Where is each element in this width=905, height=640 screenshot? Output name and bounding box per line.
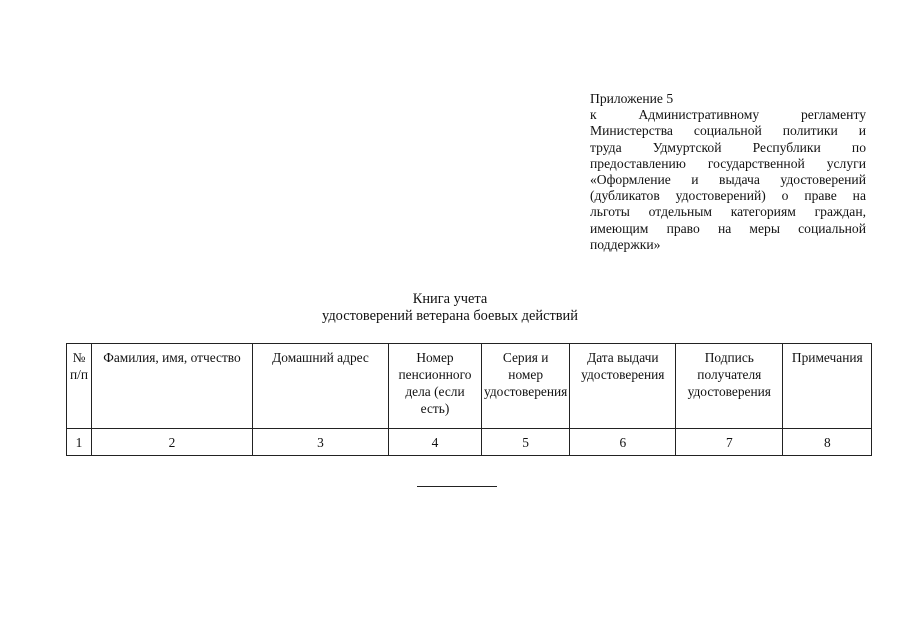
title-line-1: Книга учета (412, 291, 488, 307)
header-cell-pension-file: Номер пенсионного дела (если есть) (389, 344, 482, 429)
appendix-line: к Административному регламенту (590, 107, 866, 123)
header-cell-number: № п/п (67, 344, 92, 429)
header-cell-certificate-series: Серия и номер удостоверения (482, 344, 570, 429)
appendix-line: Приложение 5 (590, 91, 674, 106)
table-header-row (67, 344, 872, 429)
header-cell-address: Домашний адрес (253, 344, 389, 429)
appendix-line: имеющим право на меры социальной (590, 220, 866, 236)
column-number-cell: 4 (389, 429, 482, 456)
closing-rule (417, 486, 497, 487)
appendix-line: предоставлению государственной услуги (590, 155, 866, 171)
document-title (250, 291, 650, 325)
register-table (66, 343, 872, 456)
appendix-line: Министерства социальной политики и (590, 123, 866, 139)
appendix-line: труда Удмуртской Республики по (590, 139, 866, 155)
column-number-cell: 8 (783, 429, 872, 456)
appendix-block (590, 91, 866, 253)
header-cell-signature: Подпись получателя удостоверения (676, 344, 783, 429)
appendix-line: «Оформление и выдача удостоверений (590, 172, 866, 188)
column-number-cell: 5 (482, 429, 570, 456)
header-cell-notes: Примечания (783, 344, 872, 429)
column-number-cell: 7 (676, 429, 783, 456)
column-number-cell: 3 (253, 429, 389, 456)
header-cell-full-name: Фамилия, имя, отчество (92, 344, 253, 429)
column-number-cell: 6 (570, 429, 676, 456)
appendix-line: поддержки» (590, 236, 661, 252)
column-number-cell: 2 (92, 429, 253, 456)
column-number-cell: 1 (67, 429, 92, 456)
table-row (67, 429, 872, 456)
title-line-2: удостоверений ветерана боевых действий (322, 308, 578, 324)
appendix-line: льготы отдельным категориям граждан, (590, 204, 866, 220)
appendix-line: (дубликатов удостоверений) о праве на (590, 188, 866, 204)
header-cell-issue-date: Дата выдачи удостоверения (570, 344, 676, 429)
